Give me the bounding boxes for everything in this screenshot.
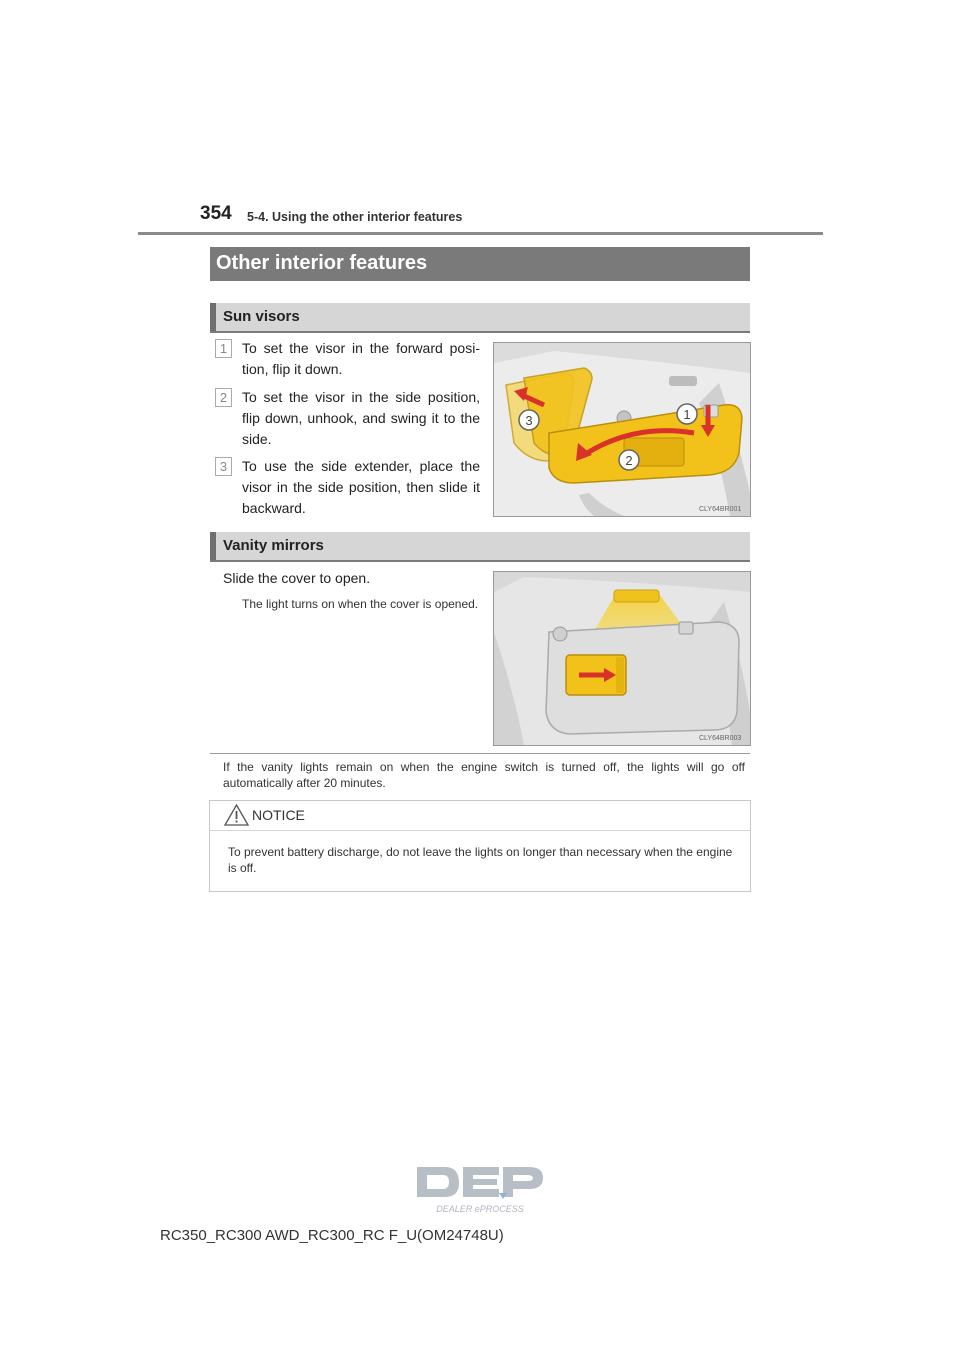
- info-note: If the vanity lights remain on when the engine switch is turned off, the lights will go off automatically after 20 minutes.: [223, 760, 745, 790]
- footer-model-code: RC350_RC300 AWD_RC300_RC F_U(OM24748U): [160, 1227, 504, 1244]
- chapter-title: 5-4. Using the other interior features: [247, 210, 463, 224]
- header-rule: [138, 232, 823, 235]
- sun-visors-title: Sun visors: [223, 308, 300, 325]
- figure-code-2: CLY64BR003: [699, 735, 742, 742]
- sun-visor-diagram: [494, 343, 750, 516]
- sun-visors-bar-accent: [210, 303, 216, 331]
- sun-visor-illustration: [493, 342, 751, 517]
- dep-logo: [415, 1165, 545, 1222]
- callout-3: 3: [525, 413, 533, 428]
- step-1-text: To set the visor in the forward posi-tion, flip it down.: [242, 340, 480, 377]
- vanity-mirrors-bar-accent: [210, 532, 216, 560]
- info-divider: [210, 753, 750, 754]
- step-1-number: 1: [215, 339, 232, 358]
- notice-rule: [210, 830, 750, 831]
- figure-code-1: CLY64BR001: [699, 506, 742, 513]
- section-title: Other interior features: [216, 252, 428, 274]
- step-2-text: To set the visor in the side position, flip down, unhook, and swing it to the side.: [242, 389, 480, 447]
- step-2-number: 2: [215, 388, 232, 407]
- vanity-mirror-illustration: [493, 571, 751, 746]
- callout-2: 2: [625, 453, 633, 468]
- dep-logo-subtext: DEALER ePROCESS: [436, 1204, 524, 1214]
- warning-triangle-icon: [224, 804, 249, 826]
- notice-text: To prevent battery discharge, do not leave the lights on longer than necessary when the engine is off.: [228, 845, 733, 875]
- callout-1: 1: [683, 407, 691, 422]
- step-3-number: 3: [215, 457, 232, 476]
- vanity-mirrors-title: Vanity mirrors: [223, 537, 324, 554]
- notice-label: NOTICE: [252, 807, 305, 823]
- vanity-note: The light turns on when the cover is opened.: [242, 597, 479, 611]
- step-3-text: To use the side extender, place the visor in the side position, then slide it backward.: [242, 458, 480, 516]
- vanity-instruction: Slide the cover to open.: [223, 570, 371, 586]
- dep-logo-graphic: [415, 1165, 545, 1217]
- vanity-mirror-diagram: [494, 572, 750, 745]
- page-number: 354: [200, 203, 232, 224]
